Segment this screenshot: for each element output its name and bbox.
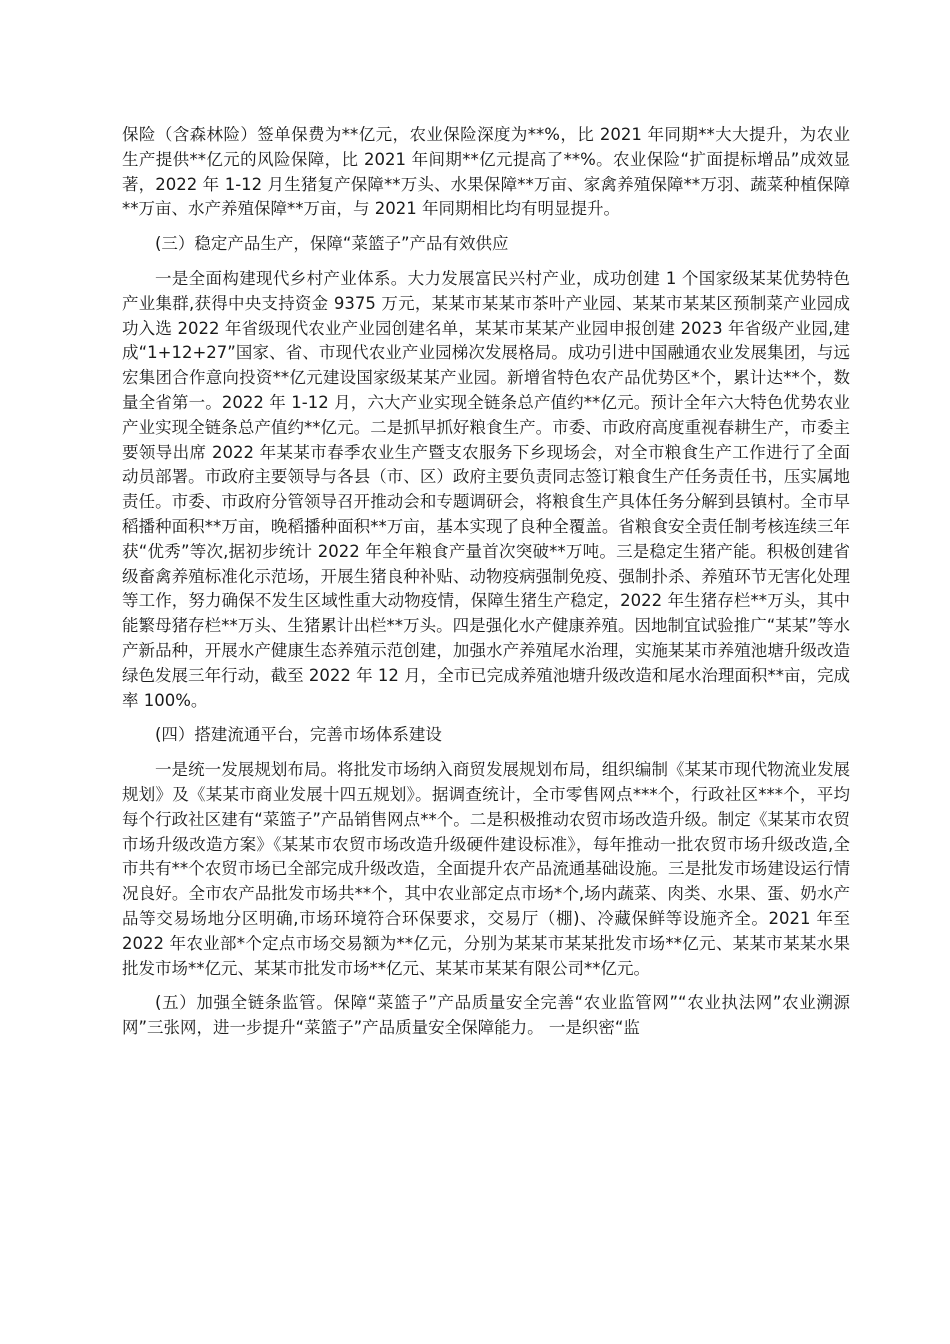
paragraph-supervision: (五）加强全链条监管。保障“菜篮子”产品质量安全完善“农业监管网”“农业执法网”农业溯源网”三张网，进一步提升“菜篮子”产品质量安全保障能力。 一是织密“监 [122,993,850,1038]
paragraph-market: 一是统一发展规划布局。将批发市场纳入商贸发展规划布局，组织编制《某某市现代物流业发展规划》及《某某市商业发展十四五规划》。据调查统计，全市零售网点***个，行政社区***个，平均每个行政社区建有“菜篮子”产品销售网点**个。二是积极推动农贸市场改造升级。制定《某某市农贸市场升级改造方案》《某某市农贸市场改造升级硬件建设标准》，每年推动一批农贸市场升级改造,全市共有**个农贸市场已全部完成升级改造，全面提升农产品流通基础设施。三是批发市场建设运行情况良好。全市农产品批发市场共**个，其中农业部定点市场*个,场内蔬菜、肉类、水果、蛋、奶水产品等交易场地分区明确,市场环境符合环保要求，交易厅（棚)、冷藏保鲜等设施齐全。2021 年至 2022 年农业部*个定点市场交易额为**亿元，分别为某某市某某批发市场**亿元、某某市某某水果批发市场**亿元、某某市批发市场**亿元、某某市某某有限公司**亿元。 [122,760,850,978]
document-page [122,123,850,1041]
section-heading-4: (四）搭建流通平台，完善市场体系建设 [155,725,442,745]
paragraph-production: 一是全面构建现代乡村产业体系。大力发展富民兴村产业，成功创建 1 个国家级某某优势特色产业集群,获得中央支持资金 9375 万元，某某市某某市茶叶产业园、某某市某某区预制菜产业园成功入选 2022 年省级现代农业产业园创建名单，某某市某某产业园申报创建 2023 年省级产业园,建成“1+12+27”国家、省、市现代农业产业园梯次发展格局。成功引进中国融通农业发展集团，与远宏集团合作意向投资**亿元建设国家级某某产业园。新增省特色农产品优势区*个，累计达**个，数量全省第一。2022 年 1-12 月，六大产业实现全链条总产值约**亿元。预计全年六大特色优势农业产业实现全链条总产值约**亿元。二是抓早抓好粮食生产。市委、市政府高度重视春耕生产，市委主要领导出席 2022 年某某市春季农业生产暨支农服务下乡现场会，对全市粮食生产工作进行了全面动员部署。市政府主要领导与各县（市、区）政府主要负责同志签订粮食生产任务责任书，压实属地责任。市委、市政府分管领导召开推动会和专题调研会，将粮食生产具体任务分解到县镇村。全市早稻播种面积**万亩，晚稻播种面积**万亩，基本实现了良种全覆盖。省粮食安全责任制考核连续三年获“优秀”等次,据初步统计 2022 年全年粮食产量首次突破**万吨。三是稳定生猪产能。积极创建省级畜禽养殖标准化示范场，开展生猪良种补贴、动物疫病强制免疫、强制扑杀、养殖环节无害化处理等工作，努力确保不发生区域性重大动物疫情，保障生猪生产稳定，2022 年生猪存栏**万头，其中能繁母猪存栏**万头、生猪累计出栏**万头。四是强化水产健康养殖。因地制宜试验推广“某某”等水产新品种，开展水产健康生态养殖示范创建，加强水产养殖尾水治理，实施某某市养殖池塘升级改造绿色发展三年行动，截至 2022 年 12 月，全市已完成养殖池塘升级改造和尾水治理面积**亩，完成率 100%。 [122,268,850,710]
paragraph-insurance: 保险（含森林险）签单保费为**亿元，农业保险深度为**%，比 2021 年同期**大大提升，为农业生产提供**亿元的风险保障，比 2021 年间期**亿元提高了**%。农业保险“扩面提标增品”成效显著，2022 年 1-12 月生猪复产保障**万头、水果保障**万亩、家禽养殖保障**万羽、蔬菜种植保障**万亩、水产养殖保障**万亩，与 2021 年同期相比均有明显提升。 [122,125,850,219]
section-heading-3: (三）稳定产品生产，保障“菜篮子”产品有效供应 [155,234,509,254]
